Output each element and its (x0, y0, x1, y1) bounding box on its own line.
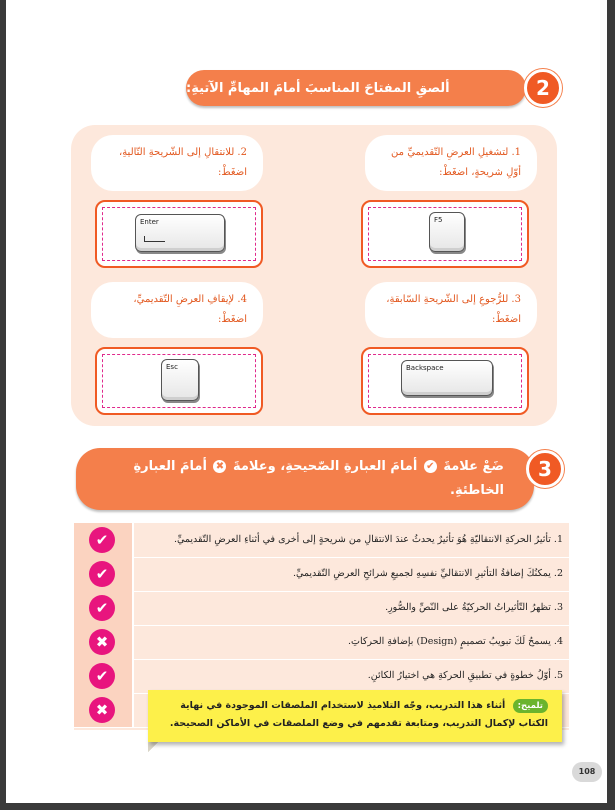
esc-key: Esc (161, 359, 199, 401)
task-3-sticker-slot[interactable] (361, 347, 529, 415)
statement-row-1 (74, 523, 569, 558)
section3-title-banner: ضَعْ علامةَ ✔ أمامَ العبارةِ الصّحيحةِ، وعلامةَ ✖ أمامَ العبارةِ الخاطئةِ. (76, 448, 534, 510)
check-mark-icon[interactable]: ✔ (89, 561, 115, 587)
statement-text: 3. تظهرُ التّأثيراتُ الحركيّةُ على النّصِّ والصُّورِ. (385, 602, 563, 613)
section2-title-banner (186, 70, 526, 106)
check-mark-icon[interactable]: ✔ (89, 527, 115, 553)
task-1-sticker-slot[interactable] (361, 200, 529, 268)
section3-number: 3 (526, 450, 564, 488)
cross-mark-icon[interactable]: ✖ (89, 629, 115, 655)
statement-text: 1. تأثيرُ الحركةِ الانتقاليّةِ هُوَ تأثيرٌ يحدثُ عندَ الانتقالِ من شريحةٍ إلى أخرى في أثناءِ العرضِ التّقديميِّ. (173, 534, 563, 545)
backspace-key: Backspace (401, 360, 493, 396)
statement-row-5 (74, 659, 569, 694)
check-mark-icon[interactable]: ✔ (89, 595, 115, 621)
enter-key: Enter (135, 214, 225, 252)
statement-row-4 (74, 625, 569, 660)
statement-text: 4. يسمحُ لَكَ تبويبُ تصميمٍ (Design) بإضافةِ الحركاتِ. (347, 636, 563, 647)
statement-row-2 (74, 557, 569, 592)
keys-exercise-panel (71, 125, 557, 426)
statement-text: 5. أوّلُ خطوةٍ في تطبيقِ الحركةِ هي اختيارُ الكائنِ. (367, 670, 563, 681)
task-2-sticker-slot[interactable] (95, 200, 263, 268)
task-1-instruction: 1. لتشغيلِ العرضِ التّقديميِّ من أوّلِ شريحةٍ، اضغَطْ: (365, 135, 537, 191)
enter-arrow-icon (144, 236, 165, 242)
task-4-sticker-slot[interactable] (95, 347, 263, 415)
check-mark-icon[interactable]: ✔ (89, 663, 115, 689)
workbook-page (6, 0, 607, 803)
section2-number: 2 (524, 69, 562, 107)
task-3-instruction: 3. للرُّجوعِ إلى الشّريحةِ السّابقةِ، اضغَطْ: (365, 282, 537, 338)
task-4-instruction: 4. لإيقافِ العرضِ التّقديميِّ، اضغَطْ: (91, 282, 263, 338)
statement-row-3 (74, 591, 569, 626)
tip-badge: تلميح: (513, 699, 548, 713)
tip-text: أثناء هذا التدريب، وجّه التلاميذ لاستخدام الملصقات الموجودة في نهاية الكتاب لإكمال التدريب، ومتابعة تقدمهم في وضع الملصقات في الأماكن الصحيحة. (169, 700, 548, 729)
f5-key: F5 (429, 212, 465, 252)
cross-mark-icon: ✖ (213, 460, 226, 473)
check-mark-icon: ✔ (424, 460, 437, 473)
cross-mark-icon[interactable]: ✖ (89, 697, 115, 723)
page-number: 108 (572, 762, 602, 782)
statement-text: 2. يمكنُكَ إضافةُ التأثيرِ الانتقاليِّ نفسِهِ لجميعِ شرائحِ العرضِ التّقديميِّ. (292, 568, 563, 579)
task-2-instruction: 2. للانتقالِ إلى الشّريحةِ التّاليةِ، اضغَطْ: (91, 135, 263, 191)
section2-title: ألصقِ المفتاحَ المناسبَ أمامَ المهامِّ الآتيةِ: (186, 80, 450, 96)
teacher-tip-note (148, 690, 562, 742)
